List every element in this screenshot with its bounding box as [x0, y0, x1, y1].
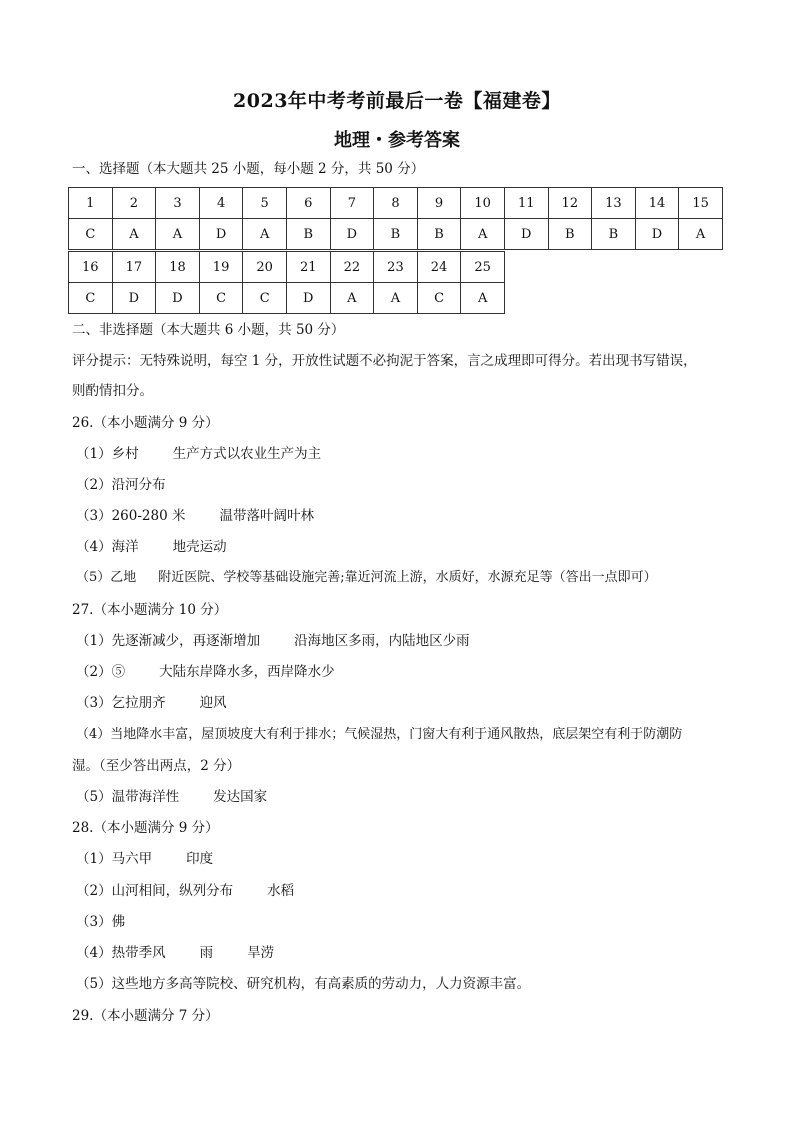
question-number: 3	[156, 188, 200, 219]
answer-table-2	[68, 251, 505, 314]
scoring-note-line1: 评分提示：无特殊说明，每空 1 分，开放性试题不必拘泥于答案，言之成理即可得分。若出现书写错误，	[72, 353, 697, 369]
answer-cell: A	[461, 283, 505, 314]
answer-cell: D	[112, 283, 156, 314]
question-number: 5	[243, 188, 287, 219]
answer-text: （3）乞拉朋齐	[76, 695, 166, 711]
q28-answer-4	[76, 943, 274, 963]
answer-cell: A	[243, 219, 287, 250]
answer-text: （3）260-280 米	[76, 508, 186, 524]
answer-text: 生产方式以农业生产为主	[172, 446, 322, 462]
question-number: 2	[112, 188, 156, 219]
q28-answer-5	[76, 974, 530, 994]
question-number: 13	[592, 188, 636, 219]
answer-cell: A	[330, 283, 374, 314]
question-number: 12	[548, 188, 592, 219]
answer-text: 沿海地区多雨，内陆地区少雨	[294, 633, 470, 649]
question-number: 6	[286, 188, 330, 219]
answer-text: （1）乡村	[76, 446, 139, 462]
answer-cell: C	[69, 219, 113, 250]
q28-answer-3	[76, 912, 125, 932]
q28-header: 28.（本小题满分 9 分）	[72, 820, 219, 836]
answer-text: 水稻	[267, 883, 295, 899]
question-number: 25	[461, 252, 505, 283]
question-number: 19	[199, 252, 243, 283]
q26-answer-3	[76, 506, 314, 526]
q26-answer-2	[76, 475, 166, 495]
answer-cell: D	[330, 219, 374, 250]
answer-text: （2）⑤	[76, 664, 126, 680]
question-number: 7	[330, 188, 374, 219]
q26-answer-5	[76, 568, 657, 588]
answer-cell: D	[286, 283, 330, 314]
table-row-numbers	[69, 188, 723, 219]
question-number: 11	[504, 188, 548, 219]
q27-answer-4-line1: （4）当地降水丰富，屋顶坡度大有利于排水；气候湿热，门窗大有利于通风散热，底层架空有利于防潮防	[76, 727, 683, 742]
question-number: 24	[417, 252, 461, 283]
question-number: 16	[69, 252, 113, 283]
question-number: 15	[679, 188, 723, 219]
answer-text: （2）沿河分布	[76, 477, 166, 493]
answer-text: 迎风	[199, 695, 227, 711]
table-row-answers	[69, 283, 505, 314]
q27-answer-1	[76, 631, 470, 651]
answer-cell: C	[69, 283, 113, 314]
answer-cell: B	[286, 219, 330, 250]
answer-text: 附近医院、学校等基础设施完善;靠近河流上游，水质好，水源充足等（答出一点即可）	[158, 570, 657, 585]
answer-text: （3）佛	[76, 914, 126, 930]
answer-text: 印度	[186, 851, 214, 867]
answer-text: 旱涝	[247, 945, 275, 961]
answer-text: （5）乙地	[76, 570, 137, 585]
q27-answer-2	[76, 662, 335, 682]
page-title: 2023年中考考前最后一卷【福建卷】	[233, 90, 561, 112]
table-row-numbers	[69, 252, 505, 283]
answer-cell: B	[374, 219, 418, 250]
answer-text: （2）山河相间，纵列分布	[76, 883, 234, 899]
answer-cell: D	[156, 283, 200, 314]
q27-answer-5	[76, 787, 267, 807]
answer-cell: B	[417, 219, 461, 250]
answer-cell: C	[417, 283, 461, 314]
q27-answer-3	[76, 693, 227, 713]
table-row-answers	[69, 219, 723, 250]
answer-cell: A	[112, 219, 156, 250]
q27-header: 27.（本小题满分 10 分）	[72, 602, 228, 618]
question-number: 14	[635, 188, 679, 219]
answer-text: （5）这些地方多高等院校、研究机构，有高素质的劳动力，人力资源丰富。	[76, 976, 531, 992]
answer-cell: A	[461, 219, 505, 250]
q28-answer-1	[76, 849, 213, 869]
question-number: 17	[112, 252, 156, 283]
answer-cell: A	[374, 283, 418, 314]
answer-text: 大陆东岸降水多，西岸降水少	[159, 664, 335, 680]
answer-text: （4）热带季风	[76, 945, 166, 961]
answer-cell: C	[199, 283, 243, 314]
answer-text: 雨	[199, 945, 214, 961]
question-number: 18	[156, 252, 200, 283]
q26-answer-4	[76, 537, 227, 557]
question-number: 10	[461, 188, 505, 219]
q29-header: 29.（本小题满分 7 分）	[72, 1008, 219, 1024]
section2-heading: 二、非选择题（本大题共 6 小题，共 50 分）	[72, 322, 345, 338]
question-number: 4	[199, 188, 243, 219]
page-subtitle: 地理・参考答案	[334, 130, 460, 151]
answer-cell: D	[199, 219, 243, 250]
answer-cell: A	[679, 219, 723, 250]
question-number: 9	[417, 188, 461, 219]
answer-text: 地壳运动	[172, 539, 227, 555]
q27-answer-4-line2: 湿。（至少答出两点，2 分）	[72, 758, 241, 774]
question-number: 20	[243, 252, 287, 283]
answer-table-1	[68, 187, 723, 250]
q26-header: 26.（本小题满分 9 分）	[72, 415, 219, 431]
scoring-note-line2: 则酌情扣分。	[72, 383, 153, 399]
answer-cell: D	[635, 219, 679, 250]
question-number: 21	[286, 252, 330, 283]
q26-answer-1	[76, 444, 321, 464]
q28-answer-2	[76, 881, 294, 901]
question-number: 22	[330, 252, 374, 283]
answer-text: 发达国家	[213, 789, 268, 805]
answer-text: 温带落叶阔叶林	[219, 508, 314, 524]
question-number: 1	[69, 188, 113, 219]
answer-cell: A	[156, 219, 200, 250]
answer-cell: B	[592, 219, 636, 250]
question-number: 8	[374, 188, 418, 219]
answer-cell: B	[548, 219, 592, 250]
answer-text: （4）海洋	[76, 539, 139, 555]
question-number: 23	[374, 252, 418, 283]
answer-text: （1）先逐渐减少，再逐渐增加	[76, 633, 261, 649]
answer-text: （5）温带海洋性	[76, 789, 180, 805]
answer-cell: D	[504, 219, 548, 250]
answer-text: （1）马六甲	[76, 851, 153, 867]
answer-cell: C	[243, 283, 287, 314]
section1-heading: 一、选择题（本大题共 25 小题，每小题 2 分，共 50 分）	[72, 161, 425, 177]
